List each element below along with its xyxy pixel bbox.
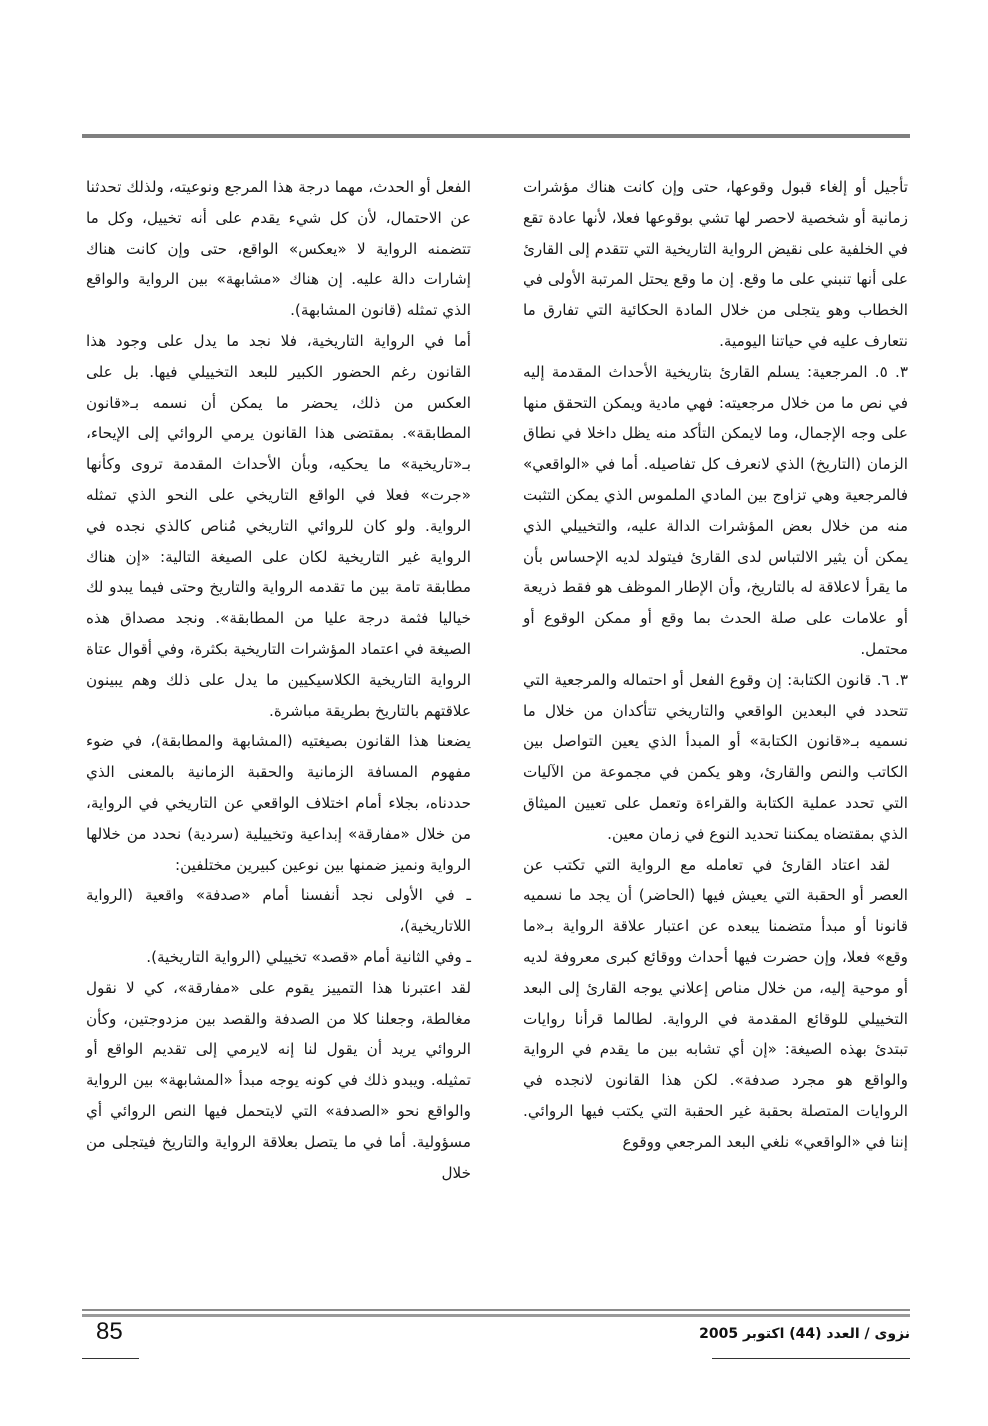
section-3-5-paragraph: ٣. ٥. المرجعية: يسلم القارئ بتاريخية الأحداث المقدمة إليه في نص ما من خلال مرجعيته: فهي مادية ويمكن التحقق منها على وجه الإجمال، وما لايمكن التأكد منه يظل داخلا في نطاق الزمان (التاريخ) الذي لانعرف كل تفاصيله. أما في «الواقعي» فالمرجعية وهي تزاوج بين المادي الملموس الذي يمكن التثبت منه من خلال بعض المؤشرات الدالة عليه، والتخييلي الذي يمكن أن يثير الالتباس لدى القارئ فيتولد لديه الإحساس بأن ما يقرأ لاعلاقة له بالتاريخ، وأن الإطار الموظف هو فقط ذريعة أو علامات على صلة الحدث بما وقع أو ممكن الوقوع أو محتمل. (523, 362, 908, 658)
paragraph: تأجيل أو إلغاء قبول وقوعها، حتى وإن كانت هناك مؤشرات زمانية أو شخصية لاحصر لها تشي بوقوعها فعلا، لأنها عادة تقع في الخلفية على نقيض الرواية التاريخية التي تتقدم إلى القارئ على أنها تنبني على ما وقع. إن ما وقع يحتل المرتبة الأولى في الخطاب وهو يتجلى من خلال المادة الحكائية التي تفارق ما نتعارف عليه في حياتنا اليومية. (523, 178, 908, 350)
page-number: 85 (96, 1318, 123, 1345)
paragraph: لقد اعتاد القارئ في تعامله مع الرواية التي تكتب عن العصر أو الحقبة التي يعيش فيها (الحاضر) أن يجد ما نسميه قانونا أو مبدأ متضمنا يبعده عن اعتبار علاقة الرواية بـ«ما وقع» فعلا، وإن حضرت فيها أحداث ووقائع كبرى معروفة لديه أو موحية إليه، من خلال مناص إعلاني يوجه القارئ إلى البعد التخييلي للوقائع المقدمة في الرواية. لطالما قرأنا روايات تبتدئ بهذه الصيغة: «إن أي تشابه بين ما يقدم في الرواية والواقع هو مجرد صدفة». لكن هذا القانون لانجده في الروايات المتصلة بحقبة غير الحقبة التي يكتب فيها الروائي. إننا في «الواقعي» نلغي البعد المرجعي ووقوع (523, 855, 908, 1151)
issue-info-underline (712, 1358, 910, 1359)
page-number-underline (82, 1358, 139, 1359)
paragraph: أما في الرواية التاريخية، فلا نجد ما يدل على وجود هذا القانون رغم الحضور الكبير للبعد التخييلي فيها. بل على العكس من ذلك، يحضر ما يمكن أن نسمه بـ«قانون المطابقة». بمقتضى هذا القانون يرمي الروائي إلى الإيحاء، بـ«تاريخية» ما يحكيه، وبأن الأحداث المقدمة تروى وكأنها «جرت» فعلا في الواقع التاريخي على النحو الذي تمثله الرواية. ولو كان للروائي التاريخي مُناص كالذي نجده في الرواية غير التاريخية لكان على الصيغة التالية: «إن هناك مطابقة تامة بين ما تقدمه الرواية والتاريخ وحتى فيما يبدو لك خياليا فثمة درجة عليا من المطابقة». ونجد مصداق هذه الصيغة في اعتماد المؤشرات التاريخية بكثرة، وفي أقوال عتاة الرواية التاريخية الكلاسيكيين ما يدل على ذلك وهم يبينون علاقتهم بالتاريخ بطريقة مباشرة. (86, 331, 471, 720)
paragraph: الفعل أو الحدث، مهما درجة هذا المرجع ونوعيته، ولذلك تحدثنا عن الاحتمال، لأن كل شيء يقدم على أنه تخييل، وكل ما تتضمنه الرواية لا «يعكس» الواقع، حتى وإن كانت هناك إشارات دالة عليه. إن هناك «مشابهة» بين الرواية والواقع الذي تمثله (قانون المشابهة). (86, 178, 471, 320)
list-item: ـ في الأولى نجد أنفسنا أمام «صدفة» واقعية (الرواية اللاتاريخية)، (86, 886, 471, 936)
header-rule (82, 134, 910, 138)
section-3-6-paragraph: ٣. ٦. قانون الكتابة: إن وقوع الفعل أو احتماله والمرجعية التي تتحدد في البعدين الواقعي والتاريخي تتأكدان من خلال ما نسميه بـ«قانون الكتابة» أو المبدأ الذي يعين التواصل بين الكاتب والنص والقارئ، وهو يكمن في مجموعة من الآليات التي تحدد عملية الكتابة والقراءة وتعمل على تعيين الميثاق الذي بمقتضاه يمكننا تحديد النوع في زمان معين. (523, 670, 908, 843)
issue-info: نزوى / العدد (44) اكتوبر 2005 (699, 1326, 910, 1342)
right-column (523, 172, 908, 1158)
paragraph: يضعنا هذا القانون بصيغتيه (المشابهة والمطابقة)، في ضوء مفهوم المسافة الزمانية والحقبة الزمانية بالمعنى الذي حددناه، بجلاء أمام اختلاف الواقعي عن التاريخي في الرواية، من خلال «مفارقة» إبداعية وتخييلية (سردية) نحدد من خلالها الرواية ونميز ضمنها بين نوعين كبيرين مختلفين: (86, 732, 471, 874)
left-column (86, 172, 471, 1188)
paragraph: لقد اعتبرنا هذا التمييز يقوم على «مفارقة»، كي لا نقول مغالطة، وجعلنا كلا من الصدفة والقصد بين مزدوجتين، وكأن الروائي يريد أن يقول لنا إنه لايرمي إلى تقديم الواقع أو تمثيله. ويبدو ذلك في كونه يوجه مبدأ «المشابهة» بين الرواية والواقع نحو «الصدفة» التي لايتحمل فيها النص الروائي أي مسؤولية. أما في ما يتصل بعلاقة الرواية والتاريخ فيتجلى من خلال (86, 978, 471, 1182)
footer-rule (82, 1314, 910, 1317)
footer-rule (82, 1309, 910, 1311)
list-item: ـ وفي الثانية أمام «قصد» تخييلي (الرواية التاريخية). (146, 947, 471, 966)
